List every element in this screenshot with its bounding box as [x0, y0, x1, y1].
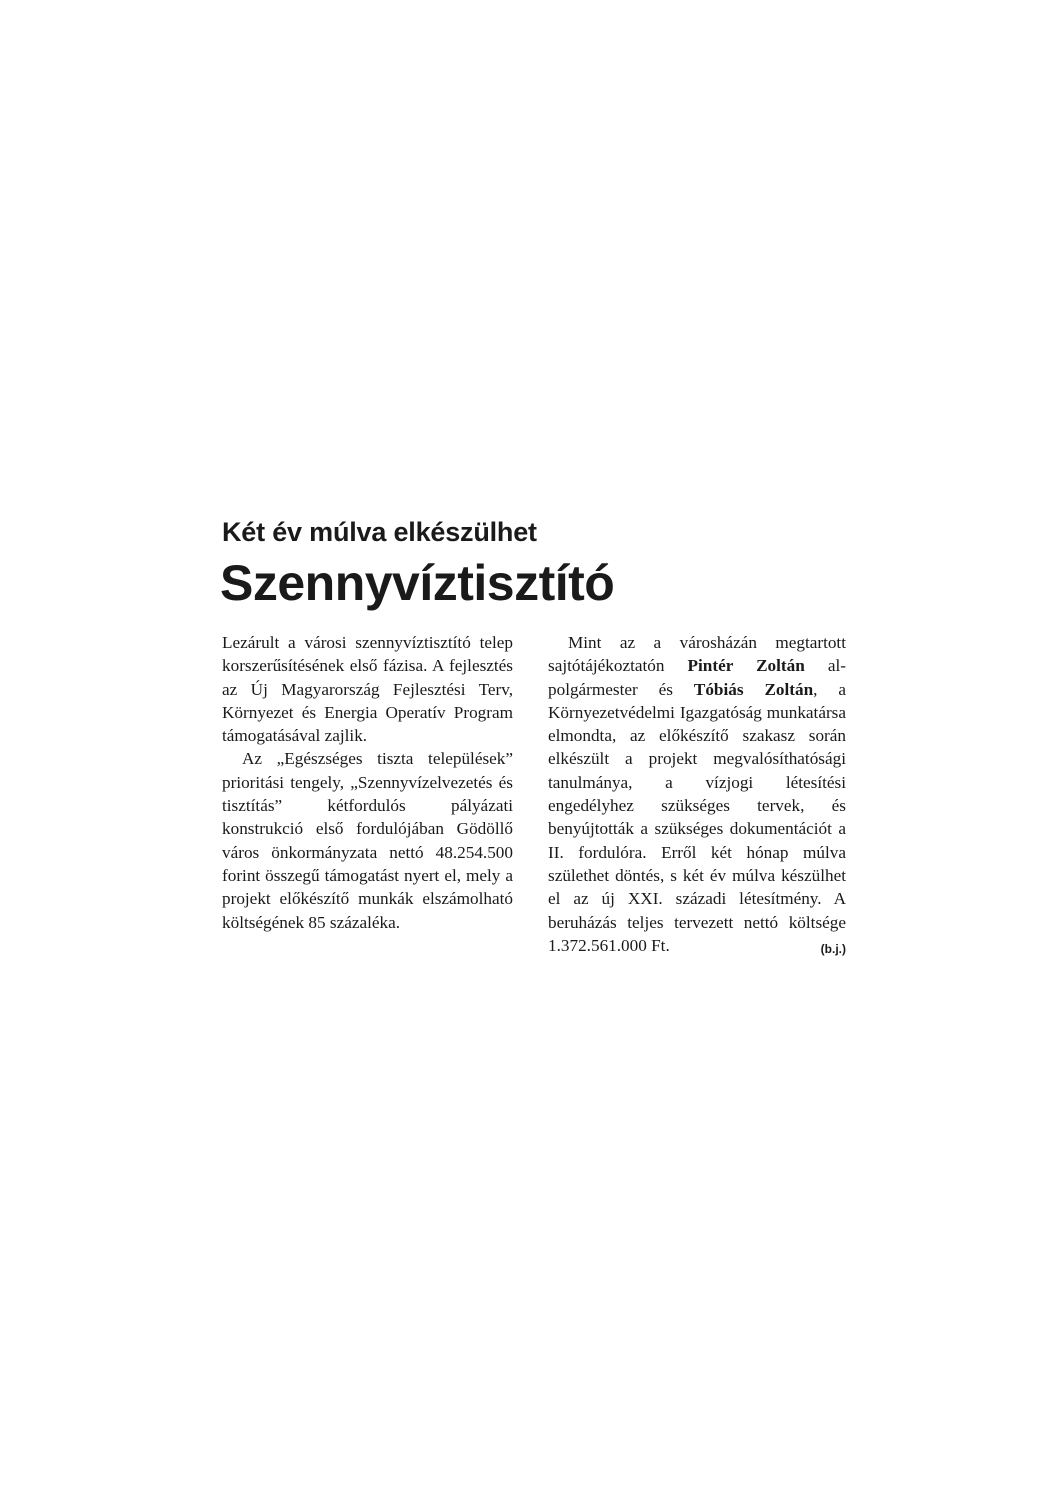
person-name-tobias: Tóbiás Zoltán [693, 679, 814, 699]
paragraph-3-text-c: , a Környezetvédelmi Igazgatóság munkatársa elmondta, az előkészítő szakasz során elkészült a projekt megvalósíthatósági tanulmánya, a vízjogi létesítési engedélyhez szükséges tervek, és benyújtották a szükséges dokumentációt a II. fordulóra. Erről két hónap múlva születhet döntés, s két év múlva készülhet el az új XXI. századi létesítmény. A beruházás teljes tervezett nettó költsége 1.372.561.000 Ft. [548, 679, 846, 955]
article-headline: Szennyvíztisztító [220, 555, 615, 611]
paragraph-3 [548, 631, 846, 957]
article-kicker: Két év múlva elkészülhet [222, 517, 537, 547]
column-left [222, 631, 513, 934]
column-right [548, 631, 846, 961]
article [220, 515, 846, 956]
author-byline: (b.j.) [820, 941, 846, 956]
paragraph-2: Az „Egészséges tiszta települések” prioritási tengely, „Szennyvízelvezetés és tisztítás” kétfordulós pályázati konstrukció első fordulójában Gödöllő város önkormányzata nettó 48.254.500 forint összegű támogatást nyert el, mely a projekt előkészítő munkák elszámolható költségének 85 százaléka. [222, 749, 513, 932]
paragraph-3-text-b: alpolgármester és [548, 656, 846, 699]
paragraph-3-text-a: Mint az a városházán megtartott sajtótájékoztatón [548, 633, 846, 676]
person-name-pinter: Pintér Zoltán [687, 656, 805, 676]
paragraph-1: Lezárult a városi szennyvíztisztító telep korszerűsítésének első fázisa. A fejlesztés az Új Magyarország Fejlesztési Terv, Környezet és Energia Operatív Program támogatásával zajlik. [222, 633, 513, 746]
